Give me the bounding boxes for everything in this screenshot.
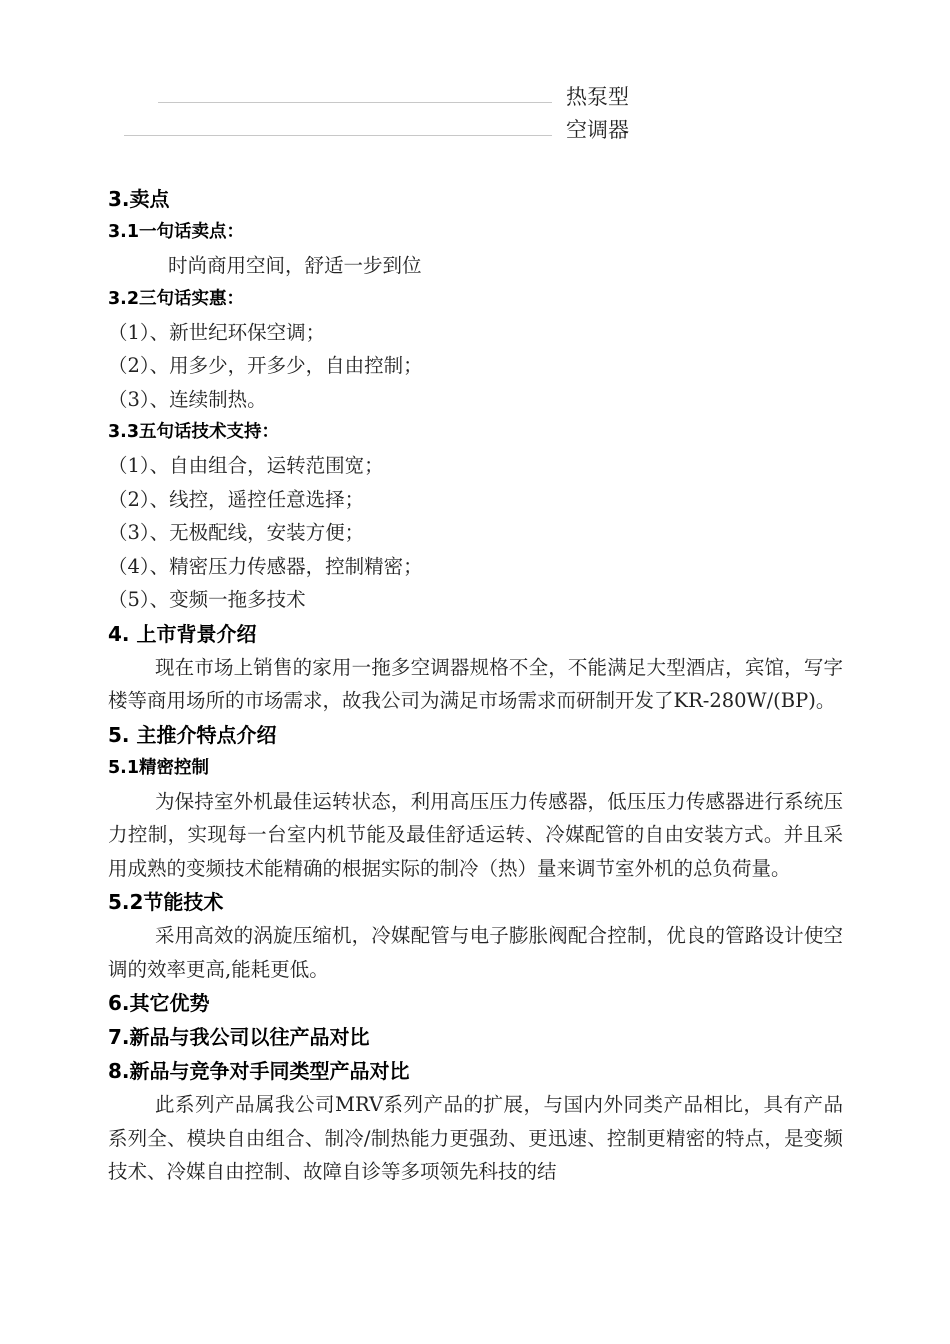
section-3-1-heading: 3.1一句话卖点： — [108, 222, 245, 242]
section-3-2-heading: 3.2三句话实惠： — [108, 288, 245, 309]
section-8-paragraph: 此系列产品属我公司MRV系列产品的扩展，与国内外同类产品相比，具有产品系列全、模块自由组合、制冷/制热能力更强劲、更迅速、控制更精密的特点，是变频技术、冷媒自由控制、故障自诊等多项领先科技的结 — [108, 1093, 843, 1183]
section-4-heading: 4. 上市背景介绍 — [108, 621, 257, 646]
list-item: （1）、新世纪环保空调； — [108, 320, 326, 344]
section-3-3-heading: 3.3五句话技术支持： — [108, 422, 280, 442]
section-5-1-heading: 5.1精密控制 — [108, 757, 210, 778]
document-body — [108, 182, 843, 1189]
section-5-heading: 5. 主推介特点介绍 — [108, 722, 277, 747]
section-8-heading: 8.新品与竞争对手同类型产品对比 — [108, 1059, 410, 1083]
section-5-2-paragraph: 采用高效的涡旋压缩机，冷媒配管与电子膨胀阀配合控制，优良的管路设计使空调的效率更高,能耗更低。 — [108, 924, 843, 981]
section-5-2-heading: 5.2节能技术 — [108, 890, 224, 914]
list-item: （3）、无极配线，安装方便； — [108, 521, 365, 544]
section-5-1-paragraph: 为保持室外机最佳运转状态，利用高压压力传感器，低压压力传感器进行系统压力控制，实现每一台室内机节能及最佳舒适运转、冷媒配管的自由安装方式。并且采用成熟的变频技术能精确的根据实际的制冷（热）量来调节室外机的总负荷量。 — [108, 789, 843, 880]
one-line-selling-point: 时尚商用空间，舒适一步到位 — [168, 254, 422, 277]
list-item: （1）、自由组合，运转范围宽； — [108, 454, 384, 477]
list-item: （2）、用多少，开多少，自由控制； — [108, 354, 423, 377]
list-item: （5）、变频一拖多技术 — [108, 588, 306, 611]
section-3-heading: 3.卖点 — [108, 187, 170, 211]
section-4-paragraph: 现在市场上销售的家用一拖多空调器规格不全，不能满足大型酒店，宾馆，写字楼等商用场所的市场需求，故我公司为满足市场需求而研制开发了KR-280W/(BP)。 — [108, 655, 843, 712]
header-title-line-2: 空调器 — [566, 118, 629, 142]
header-rule-1 — [158, 102, 552, 103]
header-title-line-1: 热泵型 — [566, 85, 629, 109]
list-item: （4）、精密压力传感器，控制精密； — [108, 554, 423, 578]
section-6-heading: 6.其它优势 — [108, 991, 210, 1015]
list-item: （3）、连续制热。 — [108, 387, 267, 411]
section-7-heading: 7.新品与我公司以往产品对比 — [108, 1025, 370, 1049]
list-item: （2）、线控，遥控任意选择； — [108, 487, 365, 511]
header-rule-2 — [124, 135, 552, 136]
